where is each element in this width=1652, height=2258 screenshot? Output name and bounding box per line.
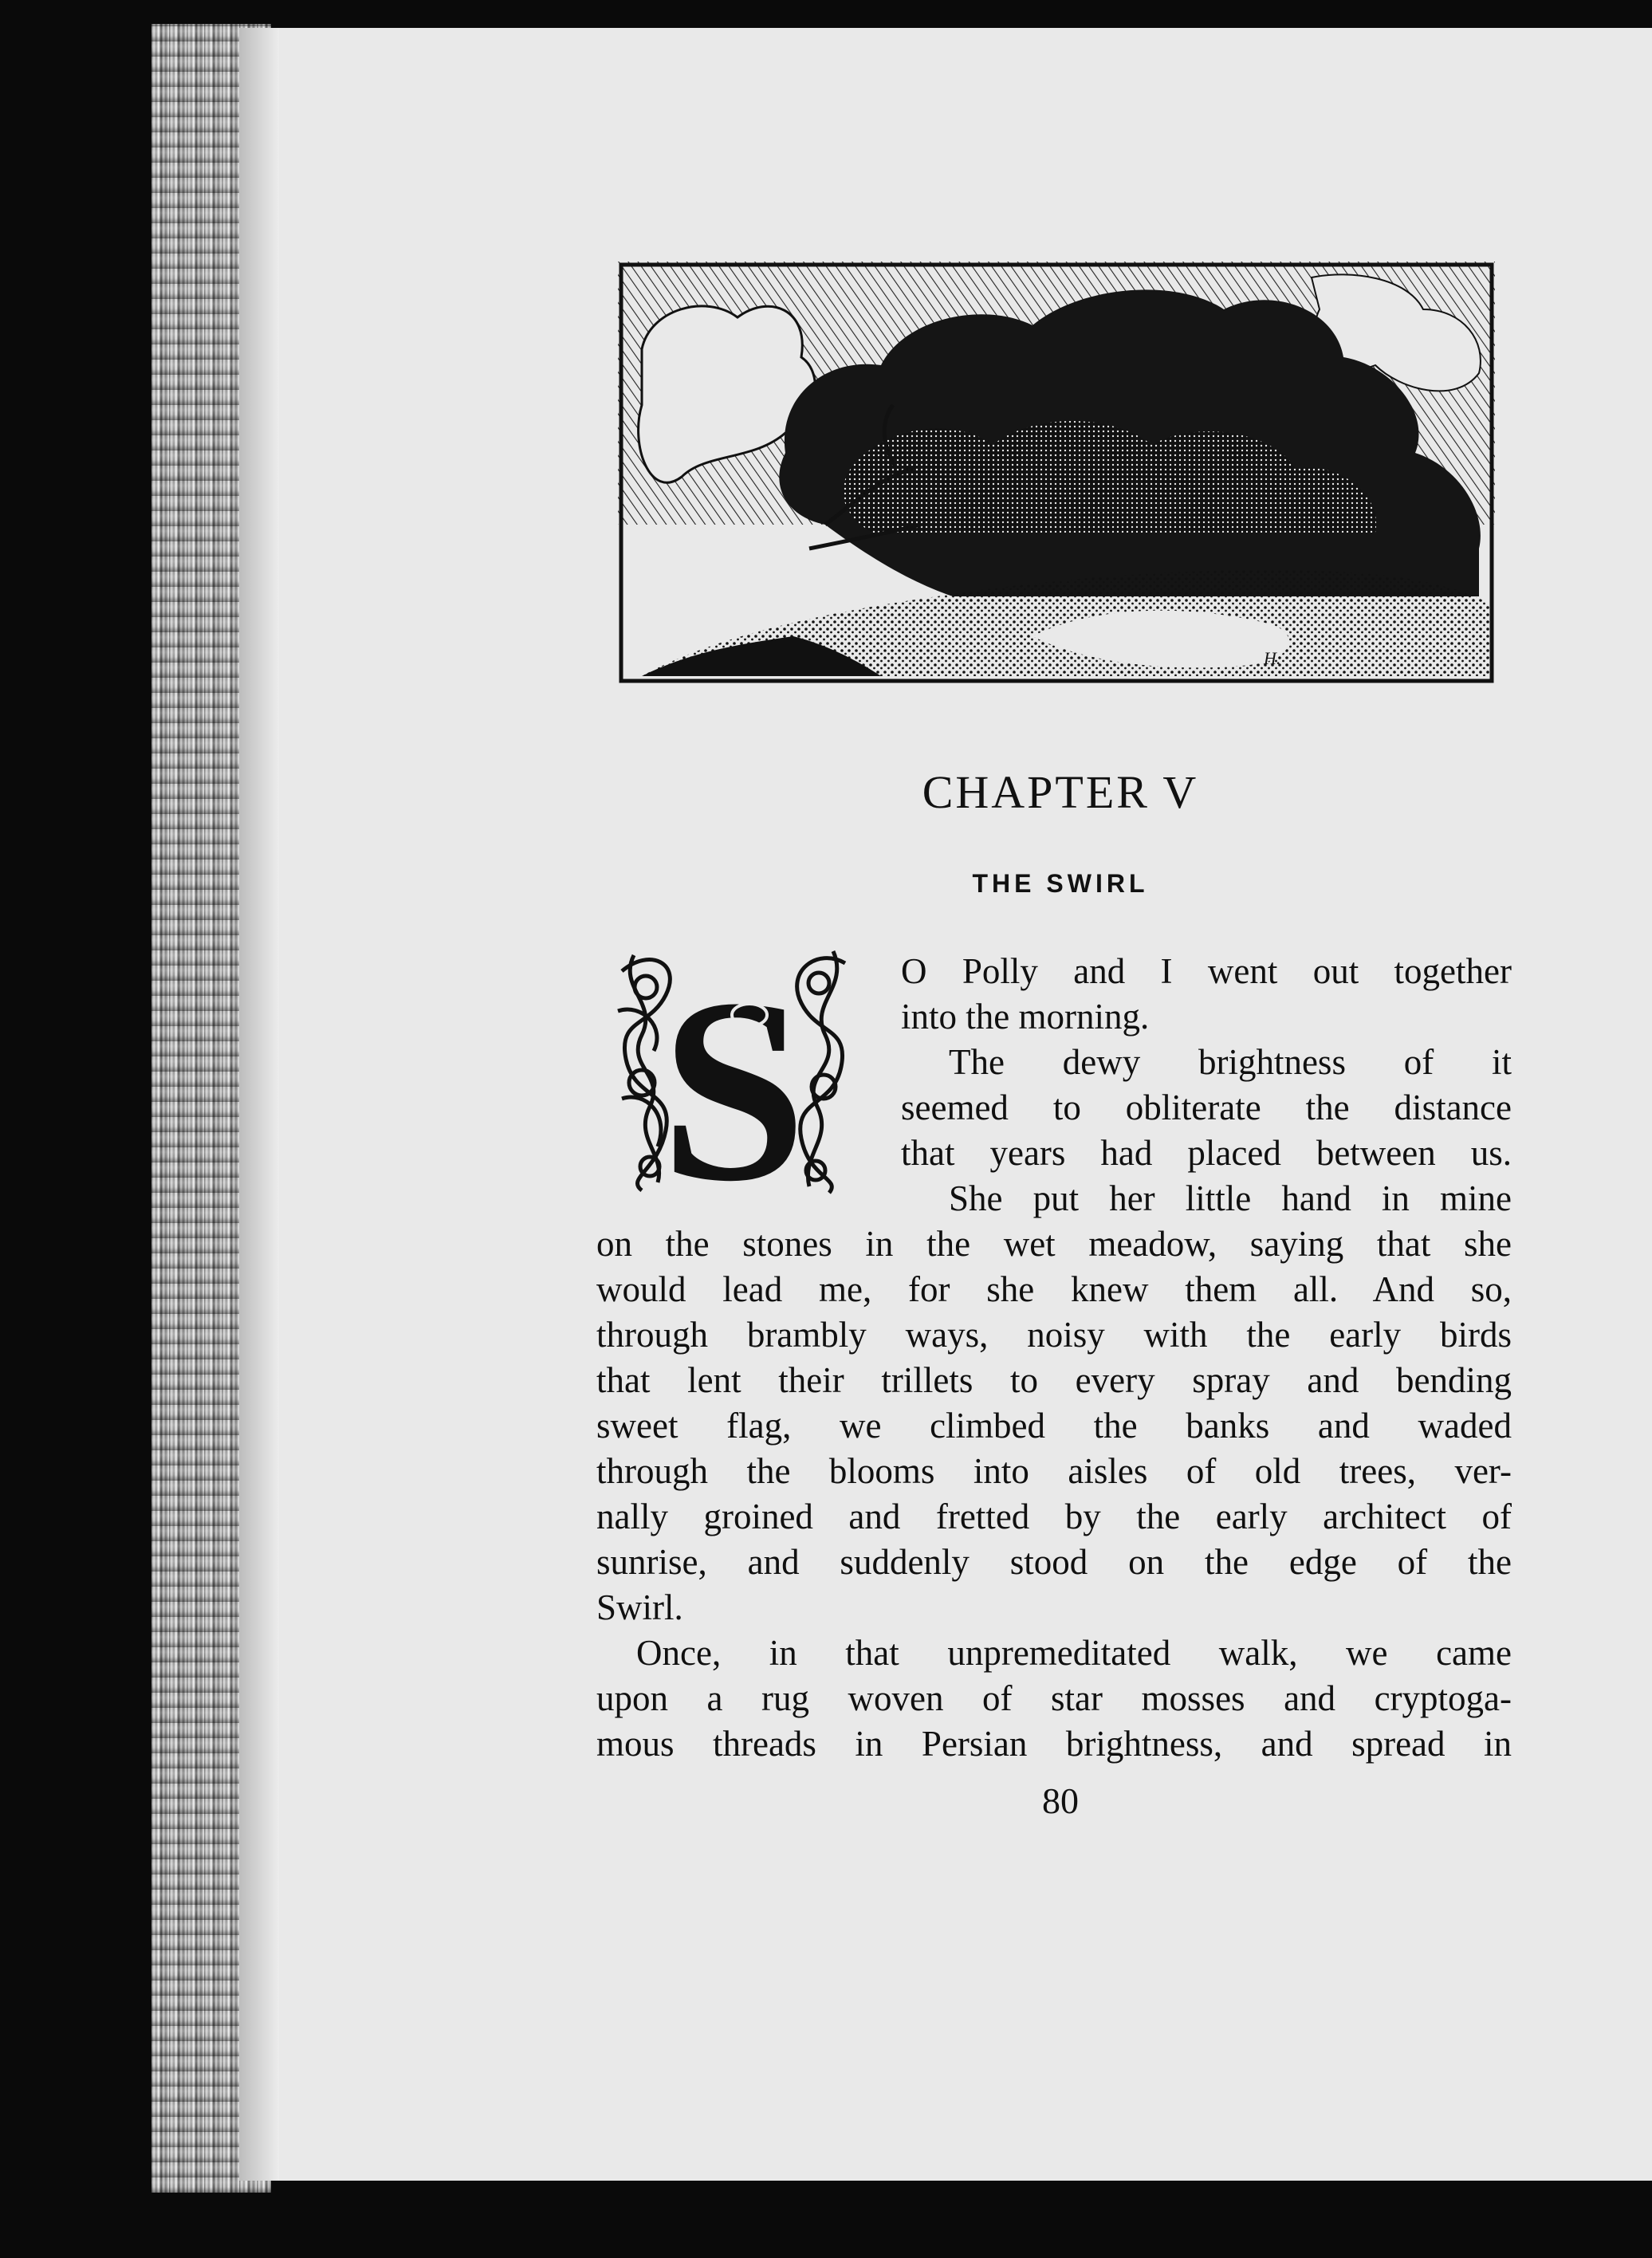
body-line: seemed to obliterate the distance (901, 1088, 1512, 1127)
chapter-subheading: THE SWIRL (972, 869, 1149, 898)
body-line: that years had placed between us. (901, 1133, 1512, 1173)
body-line: O Polly and I went out together (901, 951, 1512, 991)
illustration-signature: H. (1264, 648, 1281, 668)
body-text (596, 949, 1512, 1767)
body-line: that lent their trillets to every spray and bending (596, 1360, 1512, 1400)
drop-cap-letter: S (660, 945, 807, 1198)
body-line: mous threads in Persian brightness, and spread in (596, 1724, 1512, 1764)
body-line: sweet flag, we climbed the banks and waded (596, 1406, 1512, 1446)
body-line: through brambly ways, noisy with the early birds (596, 1315, 1512, 1355)
page-gutter (239, 28, 279, 2181)
chapter-heading: CHAPTER V (922, 766, 1199, 818)
body-line: would lead me, for she knew them all. And so, (596, 1269, 1512, 1309)
body-line: into the morning. (901, 997, 1150, 1037)
body-line: on the stones in the wet meadow, saying that she (596, 1224, 1512, 1264)
page-number: 80 (1042, 1780, 1079, 1821)
body-line: sunrise, and suddenly stood on the edge of the (596, 1542, 1512, 1582)
body-line: The dewy brightness of it (949, 1042, 1512, 1082)
body-line: through the blooms into aisles of old trees, ver- (596, 1451, 1512, 1491)
body-line: Once, in that unpremeditated walk, we came (636, 1633, 1512, 1673)
body-line: upon a rug woven of star mosses and cryptoga- (596, 1678, 1512, 1718)
body-line: Swirl. (596, 1587, 683, 1627)
body-line: nally groined and fretted by the early architect of (596, 1497, 1512, 1536)
body-line: She put her little hand in mine (949, 1178, 1512, 1218)
tree-landscape-engraving-icon (618, 262, 1495, 684)
